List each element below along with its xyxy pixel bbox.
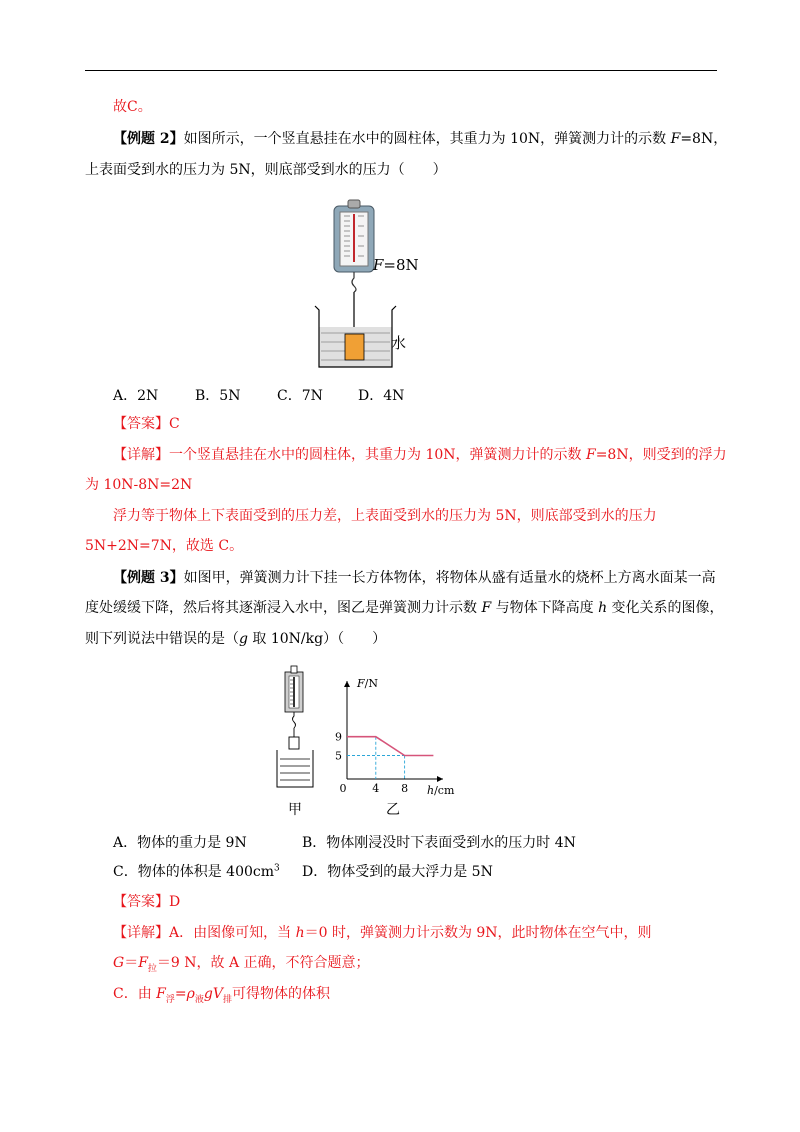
x-axis-label: h/cm: [427, 784, 455, 797]
example2-figure: [310, 196, 430, 376]
example3-option-d: D．物体受到的最大浮力是 5N: [302, 864, 493, 880]
y-tick-label-9: 9: [335, 730, 342, 744]
example2-option-b: B．5N: [195, 388, 241, 404]
label-jia: 甲: [288, 802, 302, 818]
example2-detail-line2: 为 10N-8N=2N: [85, 477, 193, 493]
y-tick-label-5: 5: [335, 749, 342, 763]
x-tick-label-4: 4: [372, 782, 380, 795]
y-axis-arrow: [344, 681, 350, 687]
example2-detail-line4: 5N+2N=7N，故选 C。: [85, 538, 244, 554]
example3-question-line1: 【例题 3】如图甲，弹簧测力计下挂一长方体物体，将物体从盛有适量水的烧杯上方离水面某一高: [113, 570, 716, 586]
example3-tag: 【例题 3】: [113, 570, 184, 586]
example2-detail-line3: 浮力等于物体上下表面受到的压力差，上表面受到水的压力为 5N，则底部受到水的压力: [113, 508, 657, 524]
example2-detail-line1: 【详解】一个竖直悬挂在水中的圆柱体，其重力为 10N，弹簧测力计的示数 F=8N，则受到的浮力: [113, 447, 727, 463]
example2-tag: 【例题 2】: [113, 131, 184, 147]
spring-scale: [334, 200, 374, 292]
label-yi: 乙: [386, 802, 400, 818]
example2-answer: 【答案】C: [113, 416, 180, 432]
x-axis-arrow: [437, 776, 443, 782]
example2-option-a: A．2N: [113, 388, 159, 404]
water-label: 水: [391, 334, 407, 352]
example2-question-line2: 上表面受到水的压力为 5N，则底部受到水的压力（ ）: [85, 162, 447, 178]
example3-detail-line1: 【详解】A．由图像可知，当 h＝0 时，弹簧测力计示数为 9N，此时物体在空气中，则: [113, 925, 652, 941]
example3-option-a: A．物体的重力是 9N: [113, 835, 247, 851]
y-axis-label: F/N: [357, 677, 378, 690]
cylinder-block: [345, 334, 364, 360]
example3-detail-line2: $G=F_拉=9$ N，故 A 正确，不符合题意；: [113, 955, 370, 974]
apparatus-figure: [270, 662, 320, 792]
spring-scale-small: [285, 666, 303, 728]
example3-answer: 【答案】D: [113, 894, 181, 910]
force-height-chart: [325, 667, 475, 797]
example3-option-c: C．物体的体积是 $400cm^3$: [113, 863, 280, 880]
x-tick-label-0: 0: [339, 782, 347, 795]
example2-option-c: C．7N: [277, 388, 323, 404]
beaker-small: [277, 750, 313, 787]
previous-answer-line: 故C。: [113, 99, 152, 115]
example2-option-d: D．4N: [358, 388, 405, 404]
example3-question-line2: 度处缓缓下降，然后将其逐渐浸入水中，图乙是弹簧测力计示数 F 与物体下降高度 h 变化关系的图像，: [85, 600, 724, 616]
example3-detail-line3: C．由 $F_浮=\rho_液gV_排$可得物体的体积: [113, 986, 330, 1005]
example3-option-b: B．物体刚浸没时下表面受到水的压力时 4N: [302, 835, 576, 851]
example3-question-line3: 则下列说法中错误的是（g 取 10N/kg）（ ）: [85, 631, 387, 647]
x-tick-label-8: 8: [401, 782, 409, 795]
block-small: [289, 737, 299, 749]
example2-question-line1: 【例题 2】如图所示，一个竖直悬挂在水中的圆柱体，其重力为 10N，弹簧测力计的示数 F=8N，: [113, 131, 728, 147]
series-line: [347, 737, 433, 756]
force-label: F=8N: [373, 256, 419, 274]
header-rule: [85, 70, 717, 71]
